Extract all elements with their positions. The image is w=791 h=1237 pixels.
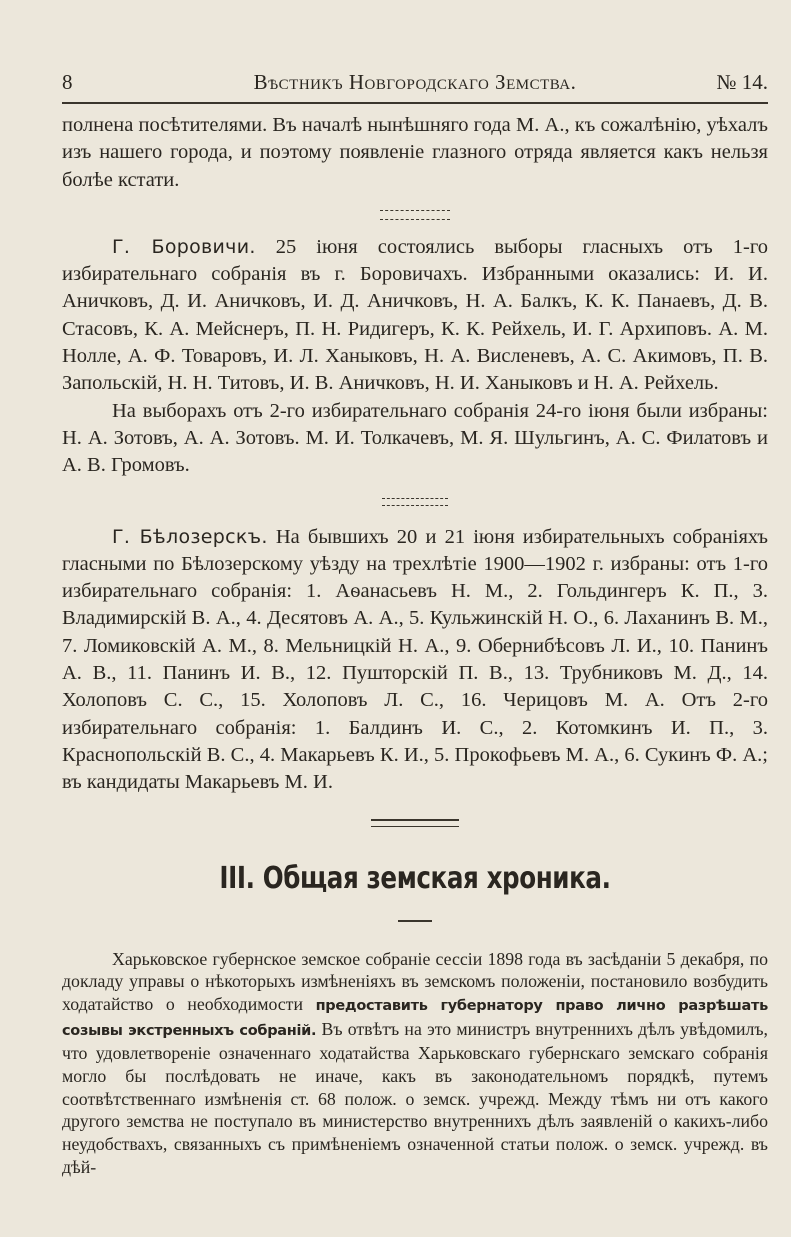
page-content	[62, 112, 768, 1179]
wavy-divider	[380, 210, 450, 220]
belozersk-text: На бывшихъ 20 и 21 іюня избирательныхъ собраніяхъ гласными по Бѣлозерскому уѣзду на трехлѣтіе 1900—1902 г. избраны: отъ 1-го избирательнаго собранія: 1. Аѳанасьевъ Н. М., 2. Гольдингеръ К. П., 3. Владимирскій В. А., 4. Десятовъ А. А., 5. Кульжинскій Н. О., 6. Лаханинъ В. М., 7. Ломиковскій А. М., 8. Мельницкій Н. А., 9. Обернибѣсовъ Л. И., 10. Панинъ А. В., 11. Панинъ И. В., 12. Пушторскій П. В., 13. Трубниковъ М. Д., 14. Холоповъ С. С., 15. Холоповъ Л. С., 16. Черицовъ М. А. Отъ 2-го избирательнаго собранія: 1. Балдинъ И. С., 2. Котомкинъ И. П., 3. Краснопольскій В. С., 4. Макарьевъ К. И., 5. Прокофьевъ М. А., 6. Сукинъ Ф. А.; въ кандидаты Макарьевъ М. И.	[62, 525, 768, 794]
journal-title: Вѣстникъ Новгородскаго Земства.	[253, 70, 577, 94]
page-header	[62, 62, 768, 104]
section-divider	[371, 819, 459, 827]
borovichi-text: 25 іюня состоялись выборы гласныхъ отъ 1-го избирательнаго собранія въ г. Боровичахъ. Избранными оказались: И. И. Аничковъ, Д. И. Аничковъ, И. Д. Аничковъ, Н. А. Балкъ, К. К. Панаевъ, Д. В. Стасовъ, К. А. Мейснеръ, П. Н. Ридигеръ, К. К. Рейхель, И. Г. Архиповъ. А. М. Нолле, А. Ф. Товаровъ, И. Л. Ханыковъ, Н. А. Висленевъ, А. С. Акимовъ, П. В. Запольскій, Н. Н. Титовъ, И. В. Аничковъ, Н. И. Ханыковъ и Н. А. Рейхель.	[62, 235, 768, 395]
kharkov-text-b: Въ отвѣтъ на это министръ внутреннихъ дѣлъ увѣдомилъ, что удовлетвореніе означеннаго ходатайства Харьковскаго губернскаго земскаго собранія могло бы послѣдовать не иначе, какъ въ законодательномъ порядкѣ, путемъ соотвѣтственнаго измѣненія ст. 68 полож. о земск. учрежд. Между тѣмъ ни отъ какого другого земства не поступало въ министерство внутреннихъ дѣлъ заявленій о какихъ-либо неудобствахъ, связанныхъ съ примѣненіемъ означенной статьи полож. о земск. учрежд. въ дѣй-	[62, 1018, 768, 1177]
kharkov-bold-phrase: предоставить губернатору право лично разрѣшать созывы экстренныхъ собраній.	[62, 997, 768, 1039]
paragraph-belozersk	[62, 524, 768, 797]
wavy-divider-2	[382, 498, 448, 506]
paragraph-kharkov	[62, 948, 768, 1179]
short-rule	[398, 920, 432, 922]
paragraph-borovichi	[62, 234, 768, 398]
paragraph-borovichi-second: На выборахъ отъ 2-го избирательнаго собранія 24-го іюня были избраны: Н. А. Зотовъ, А. А. Зотовъ. М. И. Толкачевъ, М. Я. Шульгинъ, А. С. Филатовъ и А. В. Громовъ.	[62, 399, 768, 477]
issue-number: № 14.	[716, 70, 768, 94]
paragraph-continuation: полнена посѣтителями. Въ началѣ нынѣшняго года М. А., къ сожалѣнію, уѣхалъ изъ нашего города, и поэтому появленіе глазного отряда является какъ нельзя болѣе кстати.	[62, 114, 768, 191]
page-number: 8	[62, 70, 73, 94]
place-heading-borovichi: Г. Боровичи.	[112, 235, 256, 258]
place-heading-belozersk: Г. Бѣлозерскъ.	[112, 525, 268, 548]
section-title: III. Общая земская хроника.	[219, 860, 611, 896]
kharkov-text-a: Харьковское губернское земское собраніе сессіи 1898 года въ засѣданіи 5 декабря, по докладу управы о нѣкоторыхъ измѣненіяхъ въ земскомъ положеніи, постановило возбудить ходатайство о необходимости	[62, 948, 768, 1014]
